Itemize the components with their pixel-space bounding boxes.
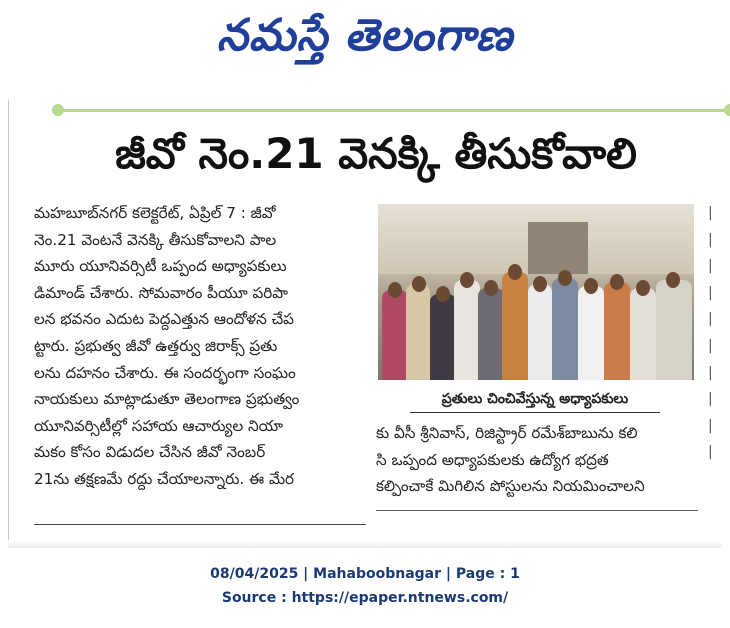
photo-head <box>436 286 450 302</box>
edge-fragment: | <box>708 311 713 328</box>
body-line: సి ఒప్పంద అధ్యాపకులకు ఉద్యోగ భద్రత <box>376 450 609 469</box>
edge-fragment: | <box>708 417 713 434</box>
protest-photo <box>378 204 694 380</box>
photo-person <box>604 282 630 380</box>
photo-person <box>406 284 430 380</box>
photo-caption: ప్రతులు చించివేస్తున్న అధ్యాపకులు <box>410 386 660 413</box>
edition-info: 08/04/2025 | Mahaboobnagar | Page : 1 <box>210 566 520 582</box>
photo-head <box>558 270 572 286</box>
photo-head <box>388 282 402 298</box>
photo-person <box>478 288 504 380</box>
edge-fragment: | <box>708 444 713 461</box>
article-headline: జీవో నెం.21 వెనక్కి తీసుకోవాలి <box>115 129 637 178</box>
photo-person <box>382 290 408 380</box>
edge-fragment: | <box>708 284 713 301</box>
body-line: లను దహనం చేశారు. ఈ సందర్భంగా సంఘం <box>34 363 296 382</box>
edge-fragment: | <box>708 364 713 381</box>
body-line: యూనివర్సిటీల్లో సహాయ ఆచార్యుల నియా <box>34 416 284 435</box>
photo-person <box>630 288 656 380</box>
body-line: నాయకులు మాట్లాడుతూ తెలంగాణ ప్రభుత్వం <box>34 390 300 409</box>
body-line: నెం.21 వెంటనే వెనక్కి తీసుకోవాలని పాల <box>34 230 277 249</box>
photo-head <box>412 276 426 292</box>
photo-head <box>584 278 598 294</box>
photo-head <box>533 276 547 292</box>
body-line: 21ను తక్షణమే రద్దు చేయాలన్నారు. ఈ మేర <box>34 469 295 488</box>
photo-person <box>454 280 480 380</box>
edge-fragment: | <box>708 258 713 275</box>
frame-left-border <box>8 100 9 548</box>
body-line: లన భవనం ఎదుట పెద్దఎత్తున ఆందోళన చేప <box>34 310 294 329</box>
edge-fragment: | <box>708 231 713 248</box>
clipping-bottom-edge <box>8 540 722 548</box>
headline-rule <box>56 109 730 112</box>
photo-head <box>460 272 474 288</box>
photo-person <box>502 272 528 380</box>
body-line: డిమాండ్ చేశారు. సోమవారం పీయూ పరిపా <box>34 283 288 302</box>
edge-fragment: | <box>708 205 713 221</box>
body-line: కల్పించాకే మిగిలిన పోస్టులను నియమించాలని <box>376 477 645 496</box>
body-line: మకం కోసం విడుదల చేసిన జీవో నెంబర్ <box>34 443 266 462</box>
photo-doorway <box>528 222 588 274</box>
photo-head <box>610 274 624 290</box>
column-end-rule <box>34 524 366 525</box>
body-line: మూరు యూనివర్సిటీ ఒప్పంద అధ్యాపకులు <box>34 257 287 276</box>
photo-person <box>430 294 456 380</box>
article-body-left <box>34 200 364 520</box>
photo-head <box>508 264 522 280</box>
newspaper-masthead: నమస్తే తెలంగాణ <box>216 10 514 61</box>
source-link[interactable]: Source : https://epaper.ntnews.com/ <box>221 590 509 606</box>
photo-person <box>656 280 692 380</box>
photo-head <box>484 280 498 296</box>
photo-head <box>636 280 650 296</box>
body-line: కు వీసీ శ్రీనివాస్, రిజిస్ట్రార్ రమేశ్‌బాబును కలి <box>376 424 638 442</box>
photo-head <box>666 272 680 288</box>
edge-fragment: | <box>708 391 713 408</box>
rule-dot-left <box>52 104 64 116</box>
column-end-rule <box>376 510 698 511</box>
body-line: మహబూబ్‌నగర్ కలెక్టరేట్, ఏప్రిల్ 7 : జీవో <box>34 204 276 222</box>
photo-person <box>528 284 552 380</box>
photo-person <box>578 286 604 380</box>
rule-dot-right <box>724 104 730 116</box>
body-line: ట్టారు. ప్రభుత్వ జీవో ఉత్తర్వు జిరాక్స్ ప్రతు <box>34 336 278 355</box>
photo-person <box>552 278 578 380</box>
article-body-right <box>376 420 698 510</box>
edge-fragment: | <box>708 337 713 354</box>
adjacent-column-edge <box>708 200 730 520</box>
